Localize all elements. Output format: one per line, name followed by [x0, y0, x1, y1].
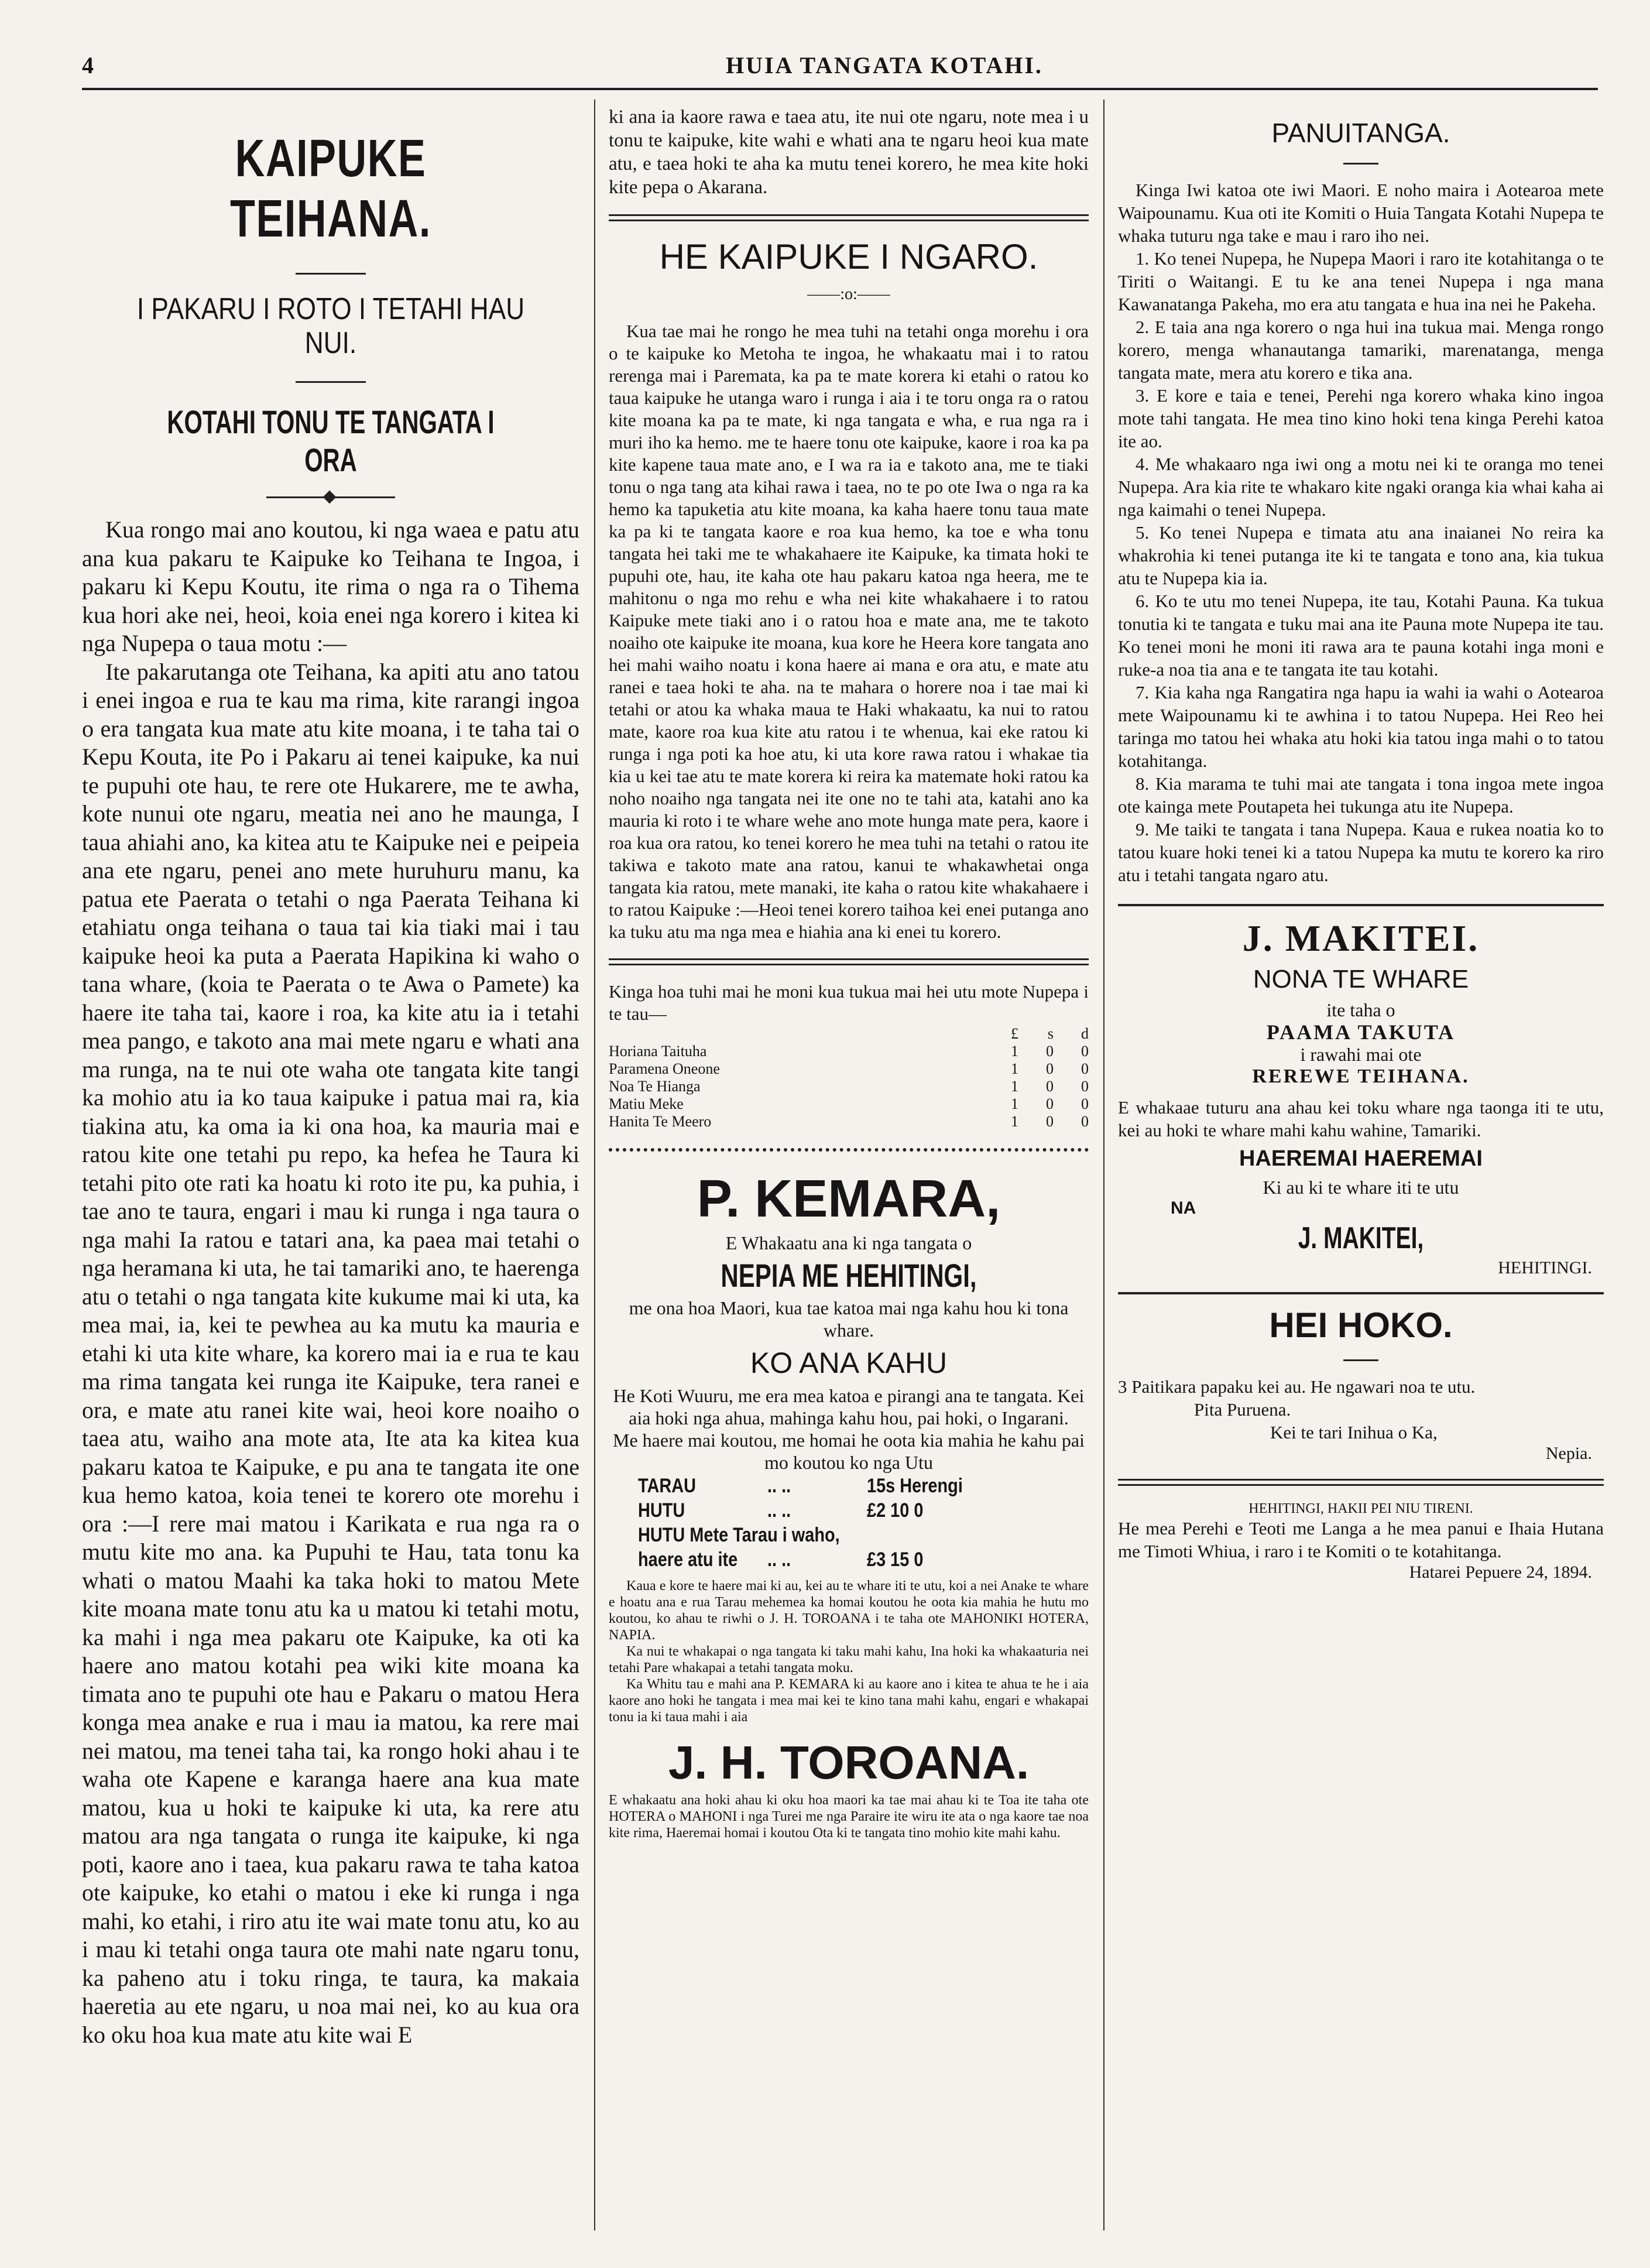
table-row	[609, 1060, 1089, 1078]
price-row	[638, 1547, 1021, 1572]
notice-title: PANUITANGA.	[1271, 118, 1450, 148]
article-subtitle-2: KOTAHI TONU TE TANGATA I ORA	[167, 403, 495, 478]
table-row	[609, 1043, 1089, 1060]
currency-header: d	[1081, 1025, 1089, 1042]
price-value: £3 15 0	[867, 1548, 924, 1571]
currency-header: s	[1047, 1025, 1054, 1042]
list-item: 5. Ko tenei Nupepa e timata atu ana inaianei No reira ka whakrohia ki tenei putanga ite ki te tangata e tono ana, kia tukua atu te Nupepa kia ia.	[1118, 522, 1604, 588]
signature: Kei te tari Inihua o Ka,	[1270, 1422, 1438, 1443]
price-row	[638, 1498, 1021, 1523]
ad-line: me ona hoa Maori, kua tae katoa mai nga kahu hou ki tona whare.	[629, 1297, 1069, 1341]
ad-text: E whakaae tuturu ana ahau kei toku whare nga taonga iti te utu, kei au hoki te whare mahi kahu wahine, Tamariki.	[1118, 1097, 1604, 1140]
table-row	[609, 1113, 1089, 1130]
article-body	[82, 516, 579, 2049]
price-row	[638, 1523, 1021, 1547]
ad-title: P. KEMARA,	[697, 1170, 1001, 1228]
amount: 0	[1081, 1060, 1089, 1077]
ad-line: REREWE TEIHANA.	[1252, 1066, 1470, 1087]
list-item: 6. Ko te utu mo tenei Nupepa, ite tau, Kotahi Pauna. Ka tukua tonutia ki te tangata e tuku mai ana ite Pauna mote Nupepa ite tau. Ko tenei moni he moni iti rawa ara te pauna kotahi inga moni e ruke-a noa tia ana e te tangata ite tau kotahi.	[1118, 591, 1604, 680]
ornament-rule	[609, 1148, 1089, 1152]
ad-line: Me haere mai koutou, me homai he oota kia mahia he kahu pai mo koutou ko nga Utu	[613, 1430, 1085, 1473]
ad-smallprint	[609, 1578, 1089, 1725]
amount: 0	[1046, 1043, 1054, 1060]
amount: 0	[1046, 1113, 1054, 1130]
price-item: TARAU	[638, 1475, 696, 1497]
paragraph: Kinga Iwi katoa ote iwi Maori. E noho maira i Aotearoa mete Waipounamu. Kua oti ite Komiti o Huia Tangata Kotahi Nupepa te whaka tuturu nga take e mau i raro iho nei.	[1118, 180, 1604, 246]
amount: 0	[1081, 1078, 1089, 1095]
imprint-text: He mea Perehi e Teoti me Langa a he mea panui e Ihaia Hutana me Timoti Whiua, i raro i te Komiti o te kotahitanga.	[1118, 1518, 1604, 1561]
article-subtitle: I PAKARU I ROTO I TETAHI HAU NUI.	[136, 292, 525, 360]
paragraph: Kua rongo mai ano koutou, ki nga waea e patu atu ana kua pakaru te Kaipuke ko Teihana te Ingoa, i pakaru ki Kepu Koutu, ite rima o nga ra o Tihema kua hori ake nei, heoi, koia enei nga korero i kitea ki nga Nupepa o taua motu :—	[82, 516, 579, 656]
subscribers-table	[609, 1025, 1089, 1130]
imprint-line: HEHITINGI, HAKII PEI NIU TIRENI.	[1248, 1501, 1473, 1516]
ad-place: NEPIA ME HEHITINGI,	[721, 1257, 977, 1294]
paragraph: Ka Whitu tau e mahi ana P. KEMARA ki au kaore ano i kitea te ahua te he i aia kaore ano hoki he tangata i mea mai kei te kino tana mahi kahu, engari e whakapai tonu ia ki taua mahi i aia	[609, 1677, 1089, 1725]
section-title: HE KAIPUKE I NGARO.	[659, 237, 1038, 276]
subscriber-name: Matiu Meke	[609, 1095, 684, 1112]
ad-text: 3 Paitikara papaku kei au. He ngawari noa te utu.	[1118, 1376, 1476, 1397]
ad-line: PAAMA TAKUTA	[1266, 1020, 1456, 1044]
ad-line: He Koti Wuuru, me era mea katoa e pirangi ana te tangata. Kei aia hoki nga ahua, mahinga kahu hou, pai hoki, o Ingarani.	[613, 1385, 1085, 1428]
subscriber-name: Horiana Taituha	[609, 1043, 707, 1060]
paragraph: Ite pakarutanga ote Teihana, ka apiti atu ano tatou i enei ingoa e rua te kau ma rima, kite rarangi ingoa o era tangata kua mate atu kite moana, i te taha tai o Kepu Kouta, ite Po i Pakaru ai tenei kaipuke, ka nui te pupuhi ote hau, te rere ote Hukarere, me te awha, kote nunui ote ngaru, meatia nei ano he maunga, I taua ahiahi ano, ka kitea atu te Kaipuke nei e peipeia ana ete ngaru, penei ano mete huruhuru manu, ka patua ete Paerata o tetahi o nga Paerata Teihana ki etahiatu onga teihana o taua tai kia tiaki mai i tau kaipuke heoi ka puta a Paerata Hapikina ki waho o tana whare, (koia te Paerata o te Awa o Pamete) ka haere ite taha tai, kaore i roa, ka kite atu ia i tetahi mea pango, e takoto ana mai mete ngaru e whati ana ma runga, na te nui ote waha ote tangata kite tangi ka mohio atu ia ko taua kaipuke i patua mai ra, kia tiakina atu, ka oma ia ki ona hoa, ka mauria mai e ratou kite one tetahi pu repo, ka hefea he Taura ki tetahi pito ote rati ka hoatu ki roto ite pu, ka puhia, i tae ano te taura, engari i mau ki runga i nga taura o nga mahi Ia ratou e tatari ana, ka paea mai tetahi o nga heramana ki uta, he tai tamariki ano, te haerenga atu o tetahi o nga tangata kite kukume mai ki uta, ka mea mai, ia, kei te pewhea au ka mutu ka mauria e etahi ki uta kite whare, ka korero mai ia e rua te kau ma rima tangata kei runga ite Kaipuke, tera ranei e ora, e mate atu ranei kite wai, heoi kore noaiho o taea atu, waiho ana mote ata, Ite ata ka kitea kua pakaru katoa te Kaipuke, e pu ana te tangata ite one kua hemo katoa, koia tenei te korero ote morehu i ora :—I rere mai matou i Karikata e rua nga ra o mutu kite mo ana. ka Pupuhi te Hau, tata tonu ka whati o matou Maahi ka taka hoki to matou Mete kite moana mate tonu atu ka u matou ki tetahi motu, ka mahi i nga mea pakaru ote Kaipuke, ka oti ka haere ano matou kotahi pea wiki kite moana ka timata ano te pupuhi ote hau e Pakaru o matou Hera konga mea anake e rua i mau ia matou, ka rere mai nei matou, ma tenei taha tai, ka rongo hoki ahau i te waha ote Kapene e karanga haere ana kua mate matou, kua u hoki te kaipuke ki uta, ka rere atu matou ara nga tangata o runga ite kaipuke, ki nga poti, kaore ano i taea, kua pakaru rawa te taha katoa ote kaipuke, ko etahi o matou i eke ki runga i nga mahi, ko etahi, i riro atu ite wai mate tonu atu, ko au i mau ki tetahi onga taura ote mahi nate ngaru tonu, ka paheno atu i toku ringa, te taura, ka makaia haeretia au ete ngaru, u noa mai nei, ko au kua ora ko oku hoa kua mate atu kite wai E	[82, 658, 579, 2048]
column-2	[609, 105, 1089, 1841]
paragraph: Kaua e kore te haere mai ki au, kei au te whare iti te utu, koi a nei Anake te whare e hoatu ana e rua Tarau mehemea ka homai koutou he oota kia mahia he hutu mo koutou, ko ahau te riwhi o J. H. TOROANA i te taha ote MAHONIKI HOTERA, NAPIA.	[609, 1578, 1089, 1643]
table-row	[609, 1078, 1089, 1095]
subscriber-name: Paramena Oneone	[609, 1060, 720, 1077]
amount: 1	[1011, 1078, 1018, 1095]
masthead: HUIA TANGATA KOTAHI.	[726, 52, 1043, 78]
article-title: KAIPUKE TEIHANA.	[230, 129, 431, 248]
signature: Pita Puruena.	[1194, 1399, 1291, 1420]
header-rule	[82, 88, 1598, 90]
list-item: 3. E kore e taia e tenei, Perehi nga korero whaka kino ingoa mote tahi tangata. He mea tino kino hoki tena kinga Perehi katoa ite ao.	[1118, 385, 1604, 451]
price-list	[609, 1474, 1089, 1572]
short-rule	[1343, 1359, 1378, 1361]
currency-header: £	[1011, 1025, 1018, 1042]
paragraph: Kua tae mai he rongo he mea tuhi na tetahi onga morehu i ora o te kaipuke ko Metoha te ingoa, he whakaatu mai i to ratou rerenga mai i Paremata, ka pa te mate korera ki etahi o ratou ko taua kaipuke he utanga waro i runga i aia i te toru onga ra o ratou kite moana ka pa te mate, ki nga tangata e wha, e rua nga ra i muri iho ka hemo. me te haere tonu ote kaipuke, kaore i roa ka pa kite kapene taua mate ano, e I wa ra ia e takoto ana, me te tiaki tonu o nga tang ata kihai rawa i taea, no te po ote Iwa o nga ra ka hemo ka tapuketia atu kite moana, ka kaha haere tonu taua mate ka pa ki te tangata kaore e roa kua hemo, ka toe e wha tonu tangata hei taki me te whakahaere ite Kaipuke, ka timata hoki te pupuhi ote, hau, ite kaha ote hau pakaru katoa nga heera, me te mahitonu o nga mo rehu e wha nei kite whakahaere i to ratou Kaipuke mete tiaki ano i o ratou hoa e mate ana, me te takoto noaiho ote kaipuke ite moana, kua kore he Heera kore tangata ano hei mahi waiho noatu i kona haere ai mana e ora atu, e mate atu ranei e taea hoki te aha. na te mahara o horere noa i tae mai ki tetahi or atou ka whaka maua te Haki whakaatu, ka nui to ratou mate, kaore roa kua kite atu ratou i te whenua, kai eke ratou ki runga i nga poti ka hoe atu, ki uta kore rawa ratou i whakae tia kia u kei tae atu te mate korera ki reira ka matemate hoki ratou ka noho noaiho nga tangata nei ite one no te tahi ata, katahi ano ka mauria ki roto i te whare wehe ano mote hunga mate pera, kaore i roa kua ora ratou, ko tenei korero he mea tuhi na tetahi o ratou ite takiwa e takoto mate ana ratou, kanui te whakawhetai onga tangata kia ratou, mete manaki, ite kaha o ratou kite whakahaere i to ratou Kaipuke :—Heoi tenei korero taihoa kei enei putanga ano ka tuku atu ma nga mea e hiahia ana ki enei tu korero.	[609, 321, 1089, 942]
amount: 0	[1046, 1078, 1054, 1095]
price-item: HUTU Mete Tarau i waho,	[638, 1524, 840, 1546]
rule	[1118, 904, 1604, 906]
subscribers-intro: Kinga hoa tuhi mai he moni kua tukua mai hei utu mote Nupepa i te tau—	[609, 981, 1089, 1024]
amount: 1	[1011, 1060, 1018, 1077]
ad-line: HEHITINGI.	[1498, 1258, 1592, 1277]
ad-title: J. H. TOROANA.	[668, 1736, 1030, 1789]
amount: 0	[1081, 1043, 1089, 1060]
imprint-date: Hatarei Pepuere 24, 1894.	[1409, 1563, 1592, 1582]
subscriber-name: Hanita Te Meero	[609, 1113, 712, 1130]
ad-line: E Whakaatu ana ki nga tangata o	[725, 1232, 972, 1253]
paragraph: Ka nui te whakapai o nga tangata ki taku mahi kahu, Ina hoki ka whakaaturia nei tetahi Pare whakapai a tetahi tangata moku.	[609, 1644, 1089, 1676]
price-dots: .. ..	[767, 1548, 791, 1571]
list-item: 7. Kia kaha nga Rangatira nga hapu ia wahi ia wahi o Aotearoa mete Waipounamu ki te awhina i to tatou Nupepa. Hei Reo hei taringa mo tatou hei whaka atu hoki kia tatou inga mahi o to tatou kotahitanga.	[1118, 682, 1604, 771]
page-number: 4	[82, 52, 94, 78]
ad-line: HAEREMAI HAEREMAI	[1239, 1146, 1483, 1171]
list-item: 2. E taia ana nga korero o nga hui ina tukua mai. Menga rongo korero, menga whanautanga tamariki, marenatanga, menga tangata mate, mera atu korero e tika ana.	[1118, 317, 1604, 383]
signature: Nepia.	[1545, 1444, 1592, 1463]
ad-line: NA	[1171, 1198, 1196, 1218]
amount: 1	[1011, 1095, 1018, 1112]
table-row	[609, 1095, 1089, 1113]
notice-body	[1118, 179, 1604, 886]
ad-title: J. MAKITEI.	[1242, 917, 1480, 959]
column-divider-2	[1103, 100, 1104, 2231]
price-item: haere atu ite	[638, 1548, 738, 1571]
ornament-rule	[266, 496, 395, 498]
double-rule	[1118, 1479, 1604, 1486]
ad-text: E whakaatu ana hoki ahau ki oku hoa maori ka tae mai ahau ki te Toa ite taha ote HOTERA o MAHONI i nga Turei me nga Paraire ite wiru ite ata o nga kaore tae noa kite rima, Haeremai homai i koutou Ota ki te tangata tino mohio kite mahi kahu.	[609, 1793, 1089, 1841]
price-row	[638, 1474, 1021, 1498]
column-divider-1	[594, 100, 595, 2231]
ad-line: Ki au ki te whare iti te utu	[1263, 1177, 1459, 1198]
double-rule	[609, 214, 1089, 221]
rule	[1118, 1292, 1604, 1294]
ad-line: i rawahi mai ote	[1300, 1044, 1422, 1065]
colon-rule: ——:o:——	[807, 285, 890, 303]
price-item: HUTU	[638, 1499, 685, 1522]
continuation-text: ki ana ia kaore rawa e taea atu, ite nui ote ngaru, note mea i u tonu te kaipuke, kite wahi e whati ana te ngaru heoi kua mate atu, e taea hoki te aha ka mutu tenei korero, he mea kite hoki kite pepa o Akarana.	[609, 107, 1089, 198]
price-dots: .. ..	[767, 1499, 791, 1522]
price-dots: .. ..	[767, 1475, 791, 1497]
subscriber-name: Noa Te Hianga	[609, 1078, 701, 1095]
list-item: 1. Ko tenei Nupepa, he Nupepa Maori i raro ite kotahitanga o te Tiriti o Waitangi. E tu ke ana tenei Nupepa i nga mana Kawanatanga Pakeha, mo era atu tangata e hua ina nei he Pakeha.	[1118, 248, 1604, 314]
amount: 0	[1081, 1113, 1089, 1130]
amount: 1	[1011, 1113, 1018, 1130]
ad-heading: KO ANA KAHU	[750, 1347, 948, 1379]
list-item: 8. Kia marama te tuhi mai ate tangata i tona ingoa mete ingoa ote kainga mete Poutapeta hei tukunga atu ite Nupepa.	[1118, 773, 1604, 817]
short-rule	[296, 273, 366, 275]
short-rule	[296, 381, 366, 383]
list-item: 9. Me taiki te tangata i tana Nupepa. Kaua e rukea noatia ko to tatou kuare hoki tenei ki a tatou Nupepa ka mutu te korero ka riro atu i tetahi tangata ngaro atu.	[1118, 819, 1604, 885]
amount: 0	[1046, 1060, 1054, 1077]
ad-line: NONA TE WHARE	[1253, 965, 1469, 993]
short-rule	[1343, 163, 1378, 165]
list-item: 4. Me whakaaro nga iwi ong a motu nei ki te oranga mo tenei Nupepa. Ara kia rite te whakaro kite ngaki oranga kia whai kaha ai nga kaimahi o tenei Nupepa.	[1118, 454, 1604, 520]
ad-line: J. MAKITEI,	[1298, 1221, 1424, 1255]
column-1	[82, 105, 579, 2049]
ad-title: HEI HOKO.	[1269, 1306, 1453, 1345]
amount: 1	[1011, 1043, 1018, 1060]
amount: 0	[1081, 1095, 1089, 1112]
double-rule	[609, 958, 1089, 965]
ad-line: ite taha o	[1326, 999, 1395, 1020]
price-value: 15s Herengi	[867, 1475, 963, 1497]
section-body	[609, 320, 1089, 943]
amount: 0	[1046, 1095, 1054, 1112]
column-3	[1118, 105, 1604, 1582]
price-value: £2 10 0	[867, 1499, 924, 1522]
